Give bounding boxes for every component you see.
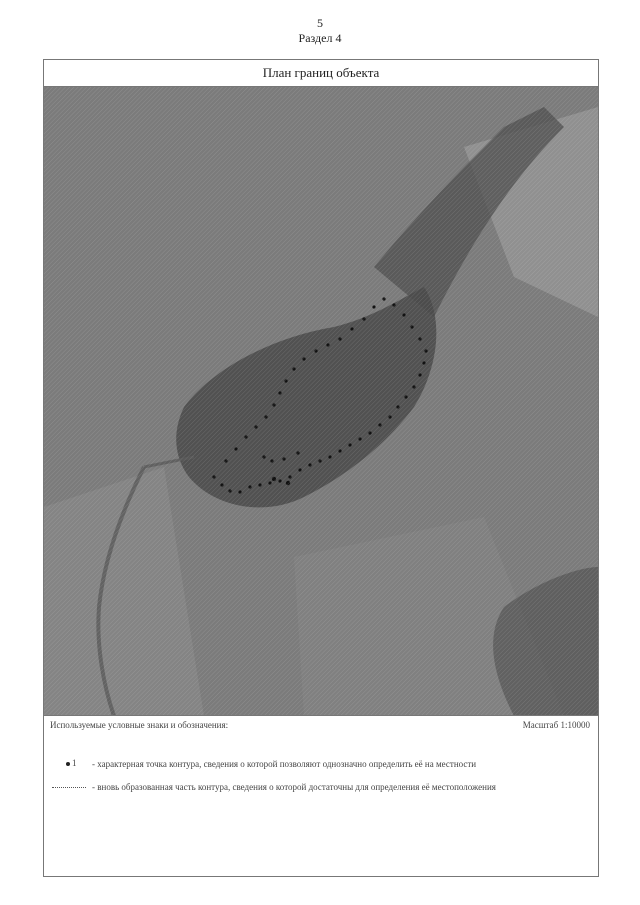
- point-marker-label: 1: [72, 758, 77, 768]
- legend-item-point: [52, 759, 572, 771]
- legend-item-line: [52, 782, 572, 794]
- satellite-map: [44, 87, 598, 716]
- legend-heading: Используемые условные знаки и обозначения:: [50, 720, 229, 730]
- plan-frame: [43, 59, 599, 877]
- legend-item-text: - вновь образованная часть контура, сведения о которой достаточны для определения её местоположения: [92, 782, 496, 792]
- section-title: Раздел 4: [298, 31, 342, 45]
- legend-item-text: - характерная точка контура, сведения о которой позволяют однозначно определить её на местности: [92, 759, 477, 769]
- dotted-line-icon: [52, 782, 92, 794]
- map-image: [44, 87, 598, 716]
- page-number: 5: [317, 16, 323, 30]
- scale-label: Масштаб 1:10000: [522, 720, 590, 730]
- point-marker-icon: [52, 759, 92, 771]
- plan-title: План границ объекта: [44, 60, 598, 87]
